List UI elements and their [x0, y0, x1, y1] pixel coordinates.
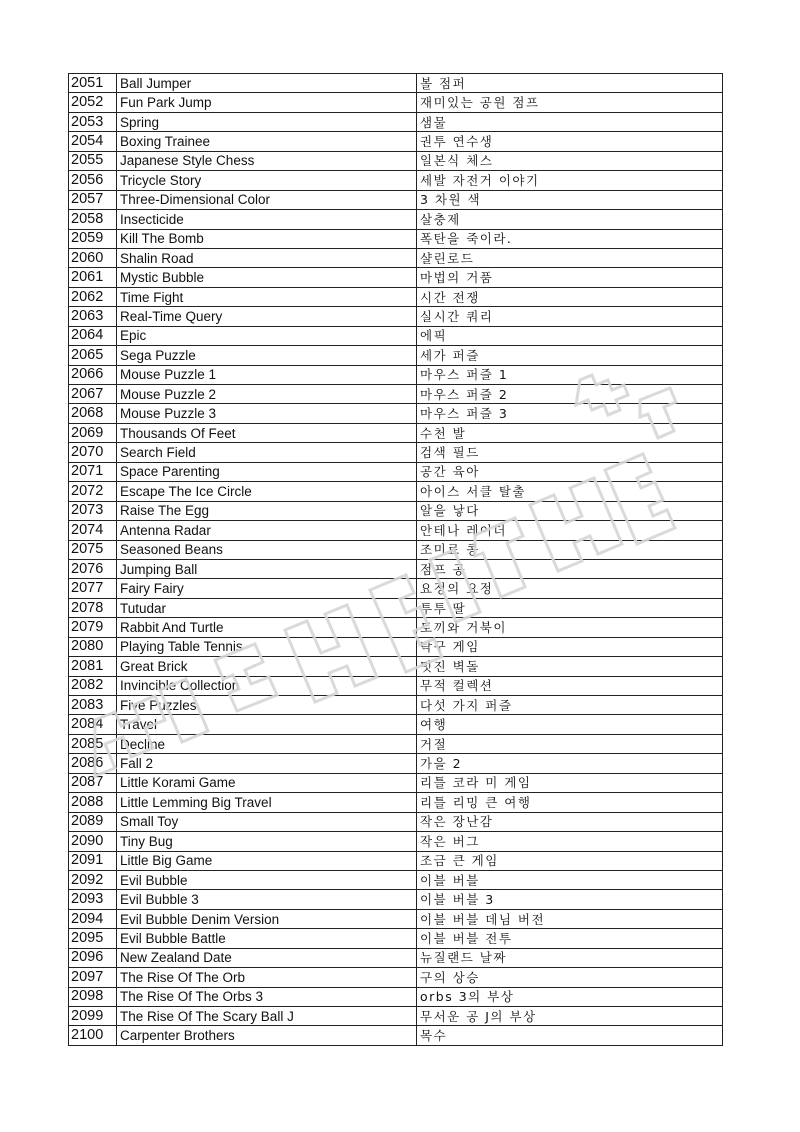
row-number: 2057 [69, 190, 117, 209]
korean-title: 시간 전쟁 [417, 287, 723, 306]
table-row [69, 229, 723, 248]
korean-title: 요정의 요정 [417, 579, 723, 598]
korean-title: 마우스 퍼즐 3 [417, 404, 723, 423]
row-number: 2078 [69, 598, 117, 617]
row-number: 2063 [69, 307, 117, 326]
table-row [69, 443, 723, 462]
korean-title: 거절 [417, 734, 723, 753]
row-number: 2087 [69, 773, 117, 792]
korean-title: 안테나 레이더 [417, 521, 723, 540]
row-number: 2091 [69, 851, 117, 870]
korean-title: 리틀 리밍 큰 여행 [417, 793, 723, 812]
row-number: 2074 [69, 521, 117, 540]
row-number: 2055 [69, 151, 117, 170]
row-number: 2080 [69, 637, 117, 656]
korean-title: 토끼와 거북이 [417, 618, 723, 637]
table-row [69, 637, 723, 656]
row-number: 2084 [69, 715, 117, 734]
row-number: 2085 [69, 734, 117, 753]
english-title: Fall 2 [117, 754, 417, 773]
korean-title: 조미료 콩 [417, 540, 723, 559]
table-row [69, 171, 723, 190]
korean-title: 수천 발 [417, 423, 723, 442]
row-number: 2073 [69, 501, 117, 520]
table-row [69, 521, 723, 540]
korean-title: 뉴질랜드 날짜 [417, 948, 723, 967]
table-row [69, 618, 723, 637]
row-number: 2097 [69, 968, 117, 987]
table-row [69, 326, 723, 345]
english-title: Antenna Radar [117, 521, 417, 540]
korean-title: 일본식 체스 [417, 151, 723, 170]
english-title: Mouse Puzzle 2 [117, 385, 417, 404]
korean-title: 폭탄을 죽이라. [417, 229, 723, 248]
english-title: Raise The Egg [117, 501, 417, 520]
table-row [69, 151, 723, 170]
table-row [69, 657, 723, 676]
row-number: 2093 [69, 890, 117, 909]
korean-title: 점프 공 [417, 559, 723, 578]
table-row [69, 287, 723, 306]
korean-title: 이블 버블 전투 [417, 929, 723, 948]
row-number: 2092 [69, 870, 117, 889]
row-number: 2056 [69, 171, 117, 190]
english-title: Decline [117, 734, 417, 753]
english-title: Evil Bubble 3 [117, 890, 417, 909]
english-title: Little Big Game [117, 851, 417, 870]
english-title: Playing Table Tennis [117, 637, 417, 656]
english-title: Mouse Puzzle 1 [117, 365, 417, 384]
row-number: 2090 [69, 832, 117, 851]
row-number: 2051 [69, 74, 117, 93]
english-title: The Rise Of The Scary Ball J [117, 1007, 417, 1026]
table-row [69, 268, 723, 287]
korean-title: 이블 버블 3 [417, 890, 723, 909]
korean-title: 가을 2 [417, 754, 723, 773]
row-number: 2075 [69, 540, 117, 559]
english-title: New Zealand Date [117, 948, 417, 967]
korean-title: 이블 버블 데님 버전 [417, 909, 723, 928]
table-row [69, 851, 723, 870]
row-number: 2064 [69, 326, 117, 345]
row-number: 2070 [69, 443, 117, 462]
english-title: Tiny Bug [117, 832, 417, 851]
korean-title: 3 차원 색 [417, 190, 723, 209]
korean-title: 무서운 공 J의 부상 [417, 1007, 723, 1026]
korean-title: orbs 3의 부상 [417, 987, 723, 1006]
english-title: Evil Bubble Battle [117, 929, 417, 948]
table-row [69, 482, 723, 501]
korean-title: 마우스 퍼즐 2 [417, 385, 723, 404]
korean-title: 리틀 코라 미 게임 [417, 773, 723, 792]
table-row [69, 307, 723, 326]
korean-title: 에픽 [417, 326, 723, 345]
table-row [69, 870, 723, 889]
table-row [69, 93, 723, 112]
row-number: 2089 [69, 812, 117, 831]
table-row [69, 987, 723, 1006]
korean-title: 작은 버그 [417, 832, 723, 851]
korean-title: 재미있는 공원 점프 [417, 93, 723, 112]
table-row [69, 1007, 723, 1026]
row-number: 2083 [69, 696, 117, 715]
table-row [69, 132, 723, 151]
english-title: Tricycle Story [117, 171, 417, 190]
table-row [69, 676, 723, 695]
row-number: 2079 [69, 618, 117, 637]
korean-title: 검색 필드 [417, 443, 723, 462]
english-title: Boxing Trainee [117, 132, 417, 151]
korean-title: 볼 점퍼 [417, 74, 723, 93]
english-title: Little Korami Game [117, 773, 417, 792]
table-row [69, 890, 723, 909]
table-row [69, 696, 723, 715]
row-number: 2059 [69, 229, 117, 248]
korean-title: 멋진 벽돌 [417, 657, 723, 676]
row-number: 2096 [69, 948, 117, 967]
english-title: Little Lemming Big Travel [117, 793, 417, 812]
korean-title: 탁구 게임 [417, 637, 723, 656]
row-number: 2065 [69, 346, 117, 365]
english-title: Escape The Ice Circle [117, 482, 417, 501]
english-title: The Rise Of The Orb [117, 968, 417, 987]
table-row [69, 929, 723, 948]
korean-title: 실시간 쿼리 [417, 307, 723, 326]
row-number: 2071 [69, 462, 117, 481]
table-row [69, 423, 723, 442]
english-title: Five Puzzles [117, 696, 417, 715]
table-row [69, 365, 723, 384]
english-title: Spring [117, 112, 417, 131]
table-row [69, 385, 723, 404]
korean-title: 투투 딸 [417, 598, 723, 617]
table-row [69, 579, 723, 598]
korean-title: 다섯 가지 퍼즐 [417, 696, 723, 715]
row-number: 2068 [69, 404, 117, 423]
english-title: The Rise Of The Orbs 3 [117, 987, 417, 1006]
table-row [69, 540, 723, 559]
english-title: Great Brick [117, 657, 417, 676]
game-list-body [69, 74, 723, 1046]
table-row [69, 812, 723, 831]
row-number: 2100 [69, 1026, 117, 1045]
korean-title: 살충제 [417, 210, 723, 229]
korean-title: 무적 컬렉션 [417, 676, 723, 695]
row-number: 2060 [69, 248, 117, 267]
english-title: Tutudar [117, 598, 417, 617]
row-number: 2053 [69, 112, 117, 131]
english-title: Travel [117, 715, 417, 734]
row-number: 2099 [69, 1007, 117, 1026]
row-number: 2072 [69, 482, 117, 501]
english-title: Invincible Collection [117, 676, 417, 695]
english-title: Insecticide [117, 210, 417, 229]
table-row [69, 598, 723, 617]
english-title: Fairy Fairy [117, 579, 417, 598]
english-title: Small Toy [117, 812, 417, 831]
table-row [69, 793, 723, 812]
row-number: 2098 [69, 987, 117, 1006]
row-number: 2061 [69, 268, 117, 287]
english-title: Mouse Puzzle 3 [117, 404, 417, 423]
korean-title: 권투 연수생 [417, 132, 723, 151]
korean-title: 마우스 퍼즐 1 [417, 365, 723, 384]
row-number: 2058 [69, 210, 117, 229]
english-title: Rabbit And Turtle [117, 618, 417, 637]
korean-title: 목수 [417, 1026, 723, 1045]
table-row [69, 754, 723, 773]
row-number: 2094 [69, 909, 117, 928]
korean-title: 샬린로드 [417, 248, 723, 267]
table-row [69, 773, 723, 792]
table-row [69, 832, 723, 851]
korean-title: 샘물 [417, 112, 723, 131]
korean-title: 이블 버블 [417, 870, 723, 889]
english-title: Real-Time Query [117, 307, 417, 326]
table-row [69, 968, 723, 987]
row-number: 2082 [69, 676, 117, 695]
english-title: Mystic Bubble [117, 268, 417, 287]
table-row [69, 248, 723, 267]
table-row [69, 948, 723, 967]
korean-title: 세가 퍼즐 [417, 346, 723, 365]
english-title: Search Field [117, 443, 417, 462]
table-row [69, 559, 723, 578]
english-title: Three-Dimensional Color [117, 190, 417, 209]
korean-title: 여행 [417, 715, 723, 734]
english-title: Shalin Road [117, 248, 417, 267]
korean-title: 작은 장난감 [417, 812, 723, 831]
table-row [69, 210, 723, 229]
row-number: 2054 [69, 132, 117, 151]
row-number: 2088 [69, 793, 117, 812]
table-row [69, 112, 723, 131]
korean-title: 마법의 거품 [417, 268, 723, 287]
row-number: 2086 [69, 754, 117, 773]
row-number: 2076 [69, 559, 117, 578]
english-title: Evil Bubble Denim Version [117, 909, 417, 928]
table-row [69, 74, 723, 93]
english-title: Japanese Style Chess [117, 151, 417, 170]
korean-title: 세발 자전거 이야기 [417, 171, 723, 190]
korean-title: 구의 상승 [417, 968, 723, 987]
korean-title: 알을 낳다 [417, 501, 723, 520]
korean-title: 아이스 서클 탈출 [417, 482, 723, 501]
row-number: 2081 [69, 657, 117, 676]
english-title: Thousands Of Feet [117, 423, 417, 442]
english-title: Carpenter Brothers [117, 1026, 417, 1045]
korean-title: 공간 육아 [417, 462, 723, 481]
table-row [69, 346, 723, 365]
table-row [69, 501, 723, 520]
game-list-table [68, 73, 723, 1046]
english-title: Kill The Bomb [117, 229, 417, 248]
row-number: 2069 [69, 423, 117, 442]
english-title: Seasoned Beans [117, 540, 417, 559]
row-number: 2095 [69, 929, 117, 948]
english-title: Sega Puzzle [117, 346, 417, 365]
english-title: Evil Bubble [117, 870, 417, 889]
table-row [69, 909, 723, 928]
row-number: 2052 [69, 93, 117, 112]
korean-title: 조금 큰 게임 [417, 851, 723, 870]
english-title: Ball Jumper [117, 74, 417, 93]
row-number: 2062 [69, 287, 117, 306]
table-row [69, 734, 723, 753]
english-title: Space Parenting [117, 462, 417, 481]
table-row [69, 1026, 723, 1045]
table-row [69, 715, 723, 734]
english-title: Time Fight [117, 287, 417, 306]
english-title: Jumping Ball [117, 559, 417, 578]
row-number: 2077 [69, 579, 117, 598]
english-title: Epic [117, 326, 417, 345]
row-number: 2067 [69, 385, 117, 404]
english-title: Fun Park Jump [117, 93, 417, 112]
table-row [69, 462, 723, 481]
table-row [69, 404, 723, 423]
row-number: 2066 [69, 365, 117, 384]
table-row [69, 190, 723, 209]
